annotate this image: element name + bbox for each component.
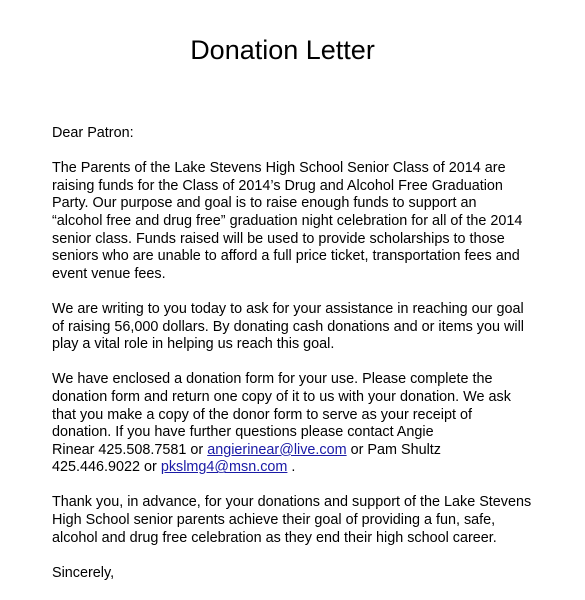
paragraph-thanks [52, 494, 552, 547]
text-line: The Parents of the Lake Stevens High School Senior Class of 2014 are [52, 160, 506, 177]
text-line: We are writing to you today to ask for your assistance in reaching our goal [52, 300, 524, 317]
email-link-angie[interactable]: angierinear@live.com [207, 441, 347, 458]
paragraph-contact [52, 371, 552, 477]
paragraph-gap [52, 477, 552, 495]
text-line: alcohol and drug free celebration as they end their high school career. [52, 529, 497, 546]
contact-line-angie [52, 442, 552, 460]
text-line: donation form and return one copy of it to us with your donation. We ask [52, 388, 511, 405]
text-line: Party. Our purpose and goal is to raise enough funds to support an [52, 195, 477, 212]
email-link-pam[interactable]: pkslmg4@msn.com [160, 459, 288, 476]
text-line: seniors who are unable to afford a full price ticket, transportation fees and [52, 248, 520, 265]
text-line: donation. If you have further questions please contact Angie [52, 424, 434, 441]
contact-text: . [287, 459, 296, 476]
text-line: “alcohol free and drug free” graduation night celebration for all of the 2014 [52, 212, 523, 229]
salutation: Dear Patron: [52, 125, 134, 141]
page-title: Donation Letter [190, 35, 375, 65]
paragraph-gap [52, 283, 552, 301]
letter-body [52, 125, 552, 582]
contact-line-pam [52, 459, 552, 477]
paragraph-purpose [52, 160, 552, 283]
text-line: event venue fees. [52, 265, 166, 282]
contact-text: 425.446.9022 or [52, 459, 161, 476]
text-line: Thank you, in advance, for your donations and support of the Lake Stevens [52, 494, 532, 511]
text-line: that you make a copy of the donor form to serve as your receipt of [52, 406, 472, 423]
text-line: High School senior parents achieve their goal of providing a fun, safe, [52, 512, 496, 529]
closing: Sincerely, [52, 564, 115, 581]
text-line: raising funds for the Class of 2014’s Drug and Alcohol Free Graduation [52, 177, 503, 194]
text-line: senior class. Funds raised will be used to provide scholarships to those [52, 230, 505, 247]
text-line: of raising 56,000 dollars. By donating cash donations and or items you will [52, 318, 524, 335]
paragraph-gap [52, 143, 552, 161]
text-line: We have enclosed a donation form for your use. Please complete the [52, 371, 493, 388]
paragraph-gap [52, 354, 552, 372]
paragraph-gap [52, 547, 552, 565]
contact-text: Rinear 425.508.7581 or [52, 441, 208, 458]
text-line: play a vital role in helping us reach this goal. [52, 336, 335, 353]
paragraph-request [52, 301, 552, 354]
contact-text: or Pam Shultz [346, 441, 441, 458]
